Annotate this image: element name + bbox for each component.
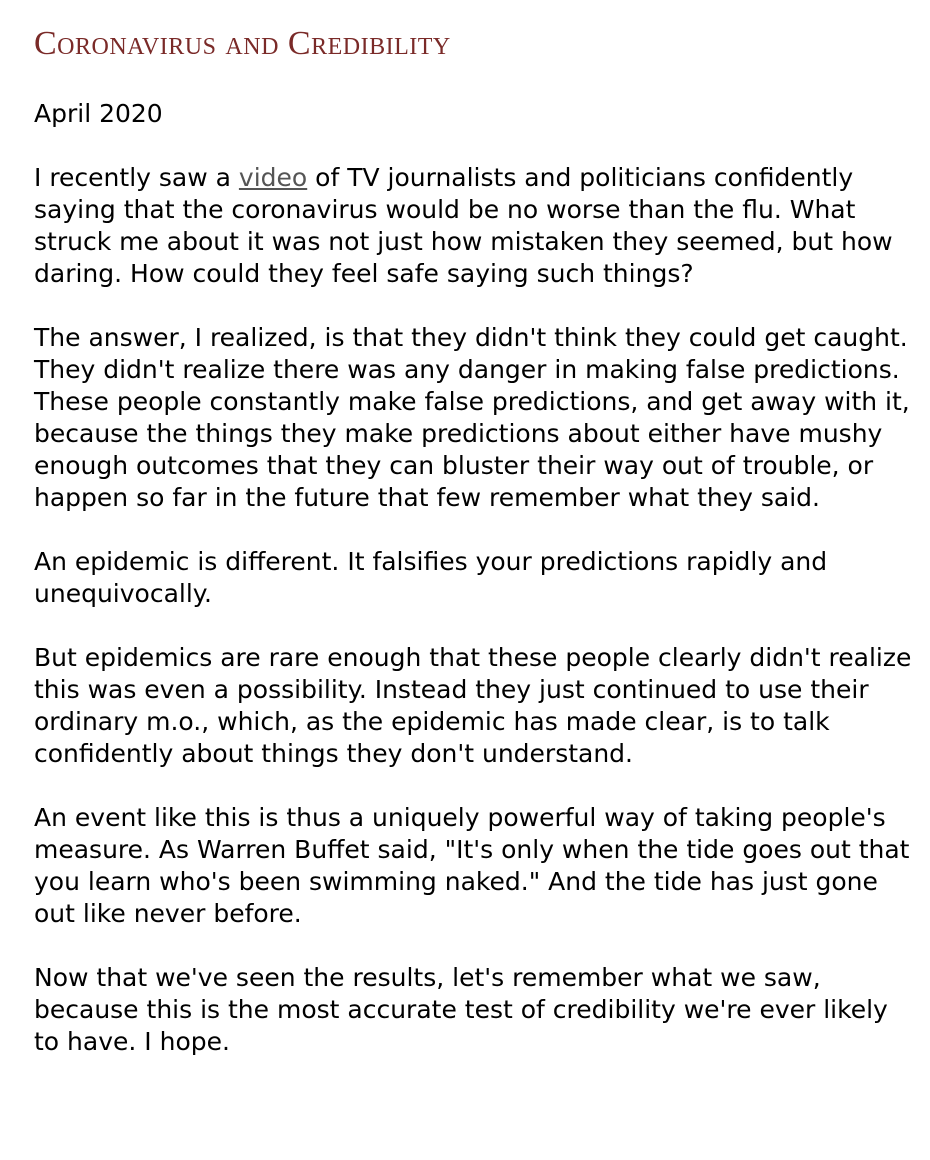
essay-date: April 2020 (34, 99, 163, 128)
paragraph-1-before-link: I recently saw a (34, 163, 239, 192)
paragraph-1 (34, 162, 914, 290)
page-title: Coronavirus and Credibility (34, 25, 451, 62)
paragraph-4: But epidemics are rare enough that these people clearly didn't realize this was even a possibility. Instead they just continued to use their ordinary m.o., which, as the epidemic has made clear, is to talk confidently about things they don't understand. (34, 643, 912, 768)
paragraph-1-after-link: of TV journalists and politicians confidently saying that the coronavirus would be no worse than the flu. What struck me about it was not just how mistaken they seemed, but how daring. How could they feel safe saying such things? (34, 163, 893, 288)
paragraph-3: An epidemic is different. It falsifies your predictions rapidly and unequivocally. (34, 547, 828, 608)
paragraph-6: Now that we've seen the results, let's remember what we saw, because this is the most accurate test of credibility we're ever likely to have. I hope. (34, 963, 888, 1056)
paragraph-2: The answer, I realized, is that they didn't think they could get caught. They didn't realize there was any danger in making false predictions. These people constantly make false predictions, and get away with it, because the things they make predictions about either have mushy enough outcomes that they can bluster their way out of trouble, or happen so far in the future that few remember what they said. (34, 323, 910, 512)
paragraph-5: An event like this is thus a uniquely powerful way of taking people's measure. As Warren Buffet said, "It's only when the tide goes out that you learn who's been swimming naked." And the tide has just gone out like never before. (34, 803, 910, 928)
essay-page (34, 24, 914, 1083)
video-link[interactable]: video (238, 163, 308, 192)
